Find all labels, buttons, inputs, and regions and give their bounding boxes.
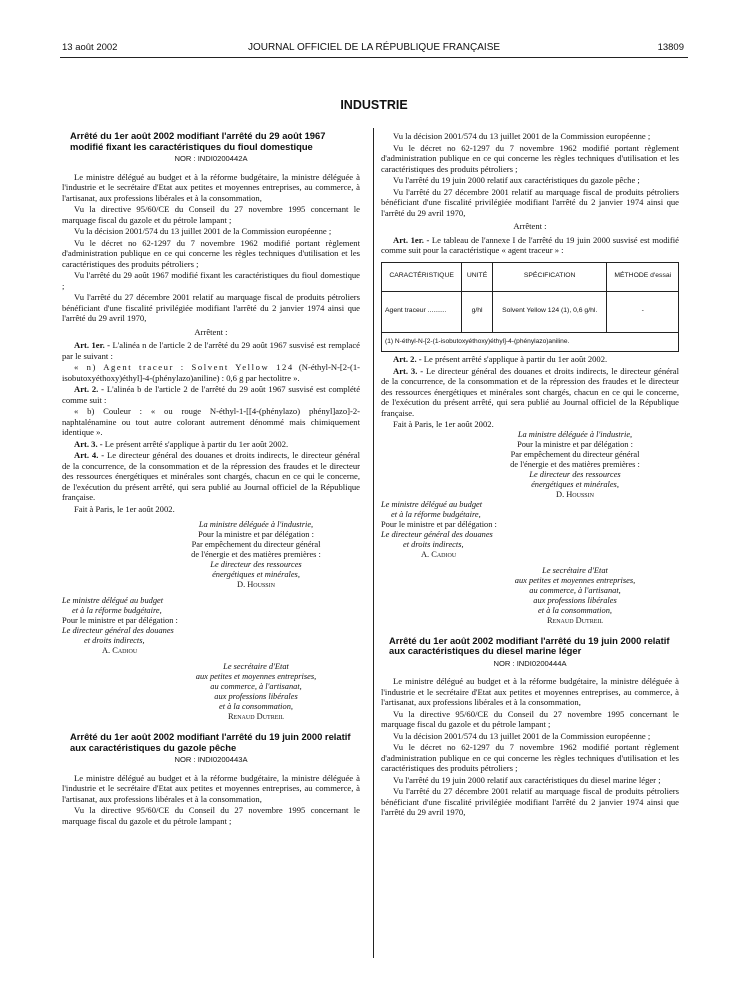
signature-line: Le ministre délégué au budget [381, 499, 483, 509]
signature-line: Par empêchement du directeur général [510, 449, 640, 459]
signatory-name: A. Cadiou [102, 646, 138, 655]
signature-line: et droits indirects, [403, 539, 464, 549]
signature-line: et à la consommation, [538, 605, 612, 615]
signature-line: La ministre déléguée à l'industrie, [517, 429, 633, 439]
signature-line: Le secrétaire d'Etat [542, 565, 608, 575]
visa: Vu le décret no 62-1297 du 7 novembre 1962 modifié portant règlement d'administration publique en ce qui concerne les règles techniques d'utilisation et les caractéristiques des produits pétroliers ; [381, 142, 679, 174]
header-rule [60, 57, 688, 58]
page-header [0, 28, 748, 53]
signature-block-smes [471, 566, 679, 626]
fait-a-paris: Fait à Paris, le 1er août 2002. [74, 503, 175, 514]
signature-line: de l'énergie et des matières premières : [510, 459, 640, 469]
article-text: Le présent arrêté s'applique à partir du 1er août 2002. [104, 438, 289, 449]
visa: Vu la directive 95/60/CE du Conseil du 27 novembre 1995 concernant le marquage fiscal du gazole et du pétrole lampant ; [62, 204, 360, 225]
journal-title: JOURNAL OFFICIEL DE LA RÉPUBLIQUE FRANÇAISE [247, 42, 501, 53]
table-note-row [382, 332, 679, 352]
signature-line: Pour la ministre et par délégation : [517, 439, 633, 449]
article-3 [381, 366, 679, 419]
quote-line: « b) Couleur : « ou rouge N-éthyl-1-[[4-(phénylazo) [74, 406, 301, 416]
quote [62, 362, 360, 383]
left-column [62, 131, 360, 826]
nor-reference: NOR : INDI0200442A [174, 154, 248, 163]
article-text: Le présent arrêté s'applique à partir du 1er août 2002. [423, 354, 608, 364]
table-cell: - [607, 291, 679, 332]
table-header-row [382, 262, 679, 291]
visa: Vu le décret no 62-1297 du 7 novembre 1962 modifié portant règlement d'administration publique en ce qui concerne les règles techniques d'utilisation et les caractéristiques des produits pétroliers ; [381, 742, 679, 773]
signatory-name: D. Houssin [556, 489, 594, 499]
visa: Vu la directive 95/60/CE du Conseil du 27 novembre 1995 concernant le marquage fiscal du gazole et du pétrole lampant ; [381, 708, 679, 729]
signature-line: aux professions libérales [214, 692, 298, 701]
visa: Vu la décision 2001/574 du 13 juillet 2001 de la Commission européenne ; [393, 131, 651, 141]
signature-block-budget [381, 500, 679, 560]
visa: Vu l'arrêté du 27 décembre 2001 relatif au marquage fiscal de produits pétroliers bénéficiant d'une fiscalité privilégiée modifiant l'arrêté du 2 janvier 1974 ainsi que l'arrêté du 29 avril 1970, [62, 292, 360, 323]
annex-table [381, 262, 679, 353]
signature-line: Le directeur des ressources [210, 560, 302, 569]
signature-line: de l'énergie et des matières premières : [191, 550, 321, 559]
nor-reference: NOR : INDI0200443A [174, 755, 248, 764]
visa: Vu l'arrêté du 19 juin 2000 relatif aux caractéristiques du gazole pêche ; [393, 175, 640, 185]
article-label: Art. 3. - [393, 365, 424, 376]
signature-line: Pour la ministre et par délégation : [198, 530, 314, 539]
article-text: Le directeur général des douanes et droits indirects, le directeur général de la concurrence, de la consommation et de la répression des fraudes et le directeur des ressources énergétiques et minérales sont chargés, chacun en ce qui le concerne, de l'exécution du présent arrêté, qui sera publié au Journal officiel de la République française. [62, 450, 360, 502]
signature-line: Le directeur général des douanes [381, 529, 493, 539]
column-header: CARACTÉRISTIQUE [382, 262, 462, 291]
signature-line: et droits indirects, [84, 636, 145, 645]
fait-a-paris: Fait à Paris, le 1er août 2002. [393, 419, 494, 429]
article-text: Le directeur général des douanes et droits indirects, le directeur général de la concurrence, de la consommation et de la répression des fraudes et le directeur des ressources énergétiques et minérales sont chargés, chacun en ce qui le concerne, de l'exécution du présent arrêté, qui sera publié au Journal officiel de la République française. [381, 365, 679, 418]
signature-line: Le secrétaire d'Etat [223, 662, 289, 671]
signatory-name: A. Cadiou [421, 549, 457, 559]
table-cell: Solvent Yellow 124 (1), 0,6 g/hl. [492, 291, 607, 332]
signature-line: Le directeur des ressources [529, 469, 621, 479]
right-column [381, 131, 679, 818]
article-2 [62, 384, 360, 405]
signature-block-smes [152, 662, 360, 722]
arretent: Arrêtent : [513, 221, 547, 231]
visa: Vu l'arrêté du 19 juin 2000 relatif aux caractéristiques du diesel marine léger ; [393, 774, 661, 785]
signatory-name: Renaud Dutreil [546, 615, 604, 625]
preamble: Le ministre délégué au budget et à la réforme budgétaire, la ministre déléguée à l'industrie et le secrétaire d'Etat aux petites et moyennes entreprises, au commerce, à l'artisanat, aux professions libérales et à la consommation, [381, 676, 679, 707]
visa: Vu le décret no 62-1297 du 7 novembre 1962 modifié portant règlement d'administration publique en ce qui concerne les règles techniques d'utilisation et les caractéristiques des produits pétroliers ; [62, 237, 360, 269]
article-label: Art. 2. - [393, 354, 422, 364]
signature-block-industry [471, 430, 679, 500]
quote-line: phényl]azo]-2-naphtalénamine ou tout autre colorant autrement dénommé mais chimiquement identique ». [62, 406, 360, 437]
signature-line: au commerce, à l'artisanat, [210, 682, 302, 691]
article-text: L'alinéa n de l'article 2 de l'arrêté du 29 août 1967 susvisé est remplacé par le suivant : [62, 340, 360, 361]
visa: Vu l'arrêté du 27 décembre 2001 relatif au marquage fiscal de produits pétroliers bénéficiant d'une fiscalité privilégiée modifiant l'arrêté du 2 janvier 1974 ainsi que l'arrêté du 29 avril 1970, [381, 786, 679, 817]
preamble: Le ministre délégué au budget et à la réforme budgétaire, la ministre déléguée à l'industrie et le secrétaire d'Etat aux petites et moyennes entreprises, au commerce, à l'artisanat, aux professions libérales et à la consommation, [62, 171, 360, 203]
signature-line: énergétiques et minérales, [212, 570, 300, 579]
article-1 [62, 340, 360, 361]
visa: Vu la décision 2001/574 du 13 juillet 2001 de la Commission européenne ; [74, 226, 332, 236]
quote-line: (N-éthyl-N-[2-(1-isobutoxyéthoxy)éthyl]-4-(phénylazo)aniline) : 0,6 g par hectolitre ». [62, 362, 360, 383]
article-title: Arrêté du 1er août 2002 modifiant l'arrêté du 29 août 1967 modifié fixant les caractéristiques du fioul domestique [70, 130, 326, 152]
signature-line: aux petites et moyennes entreprises, [514, 575, 636, 585]
article-4 [62, 450, 360, 503]
signature-line: énergétiques et minérales, [531, 479, 619, 489]
column-header: UNITÉ [462, 262, 493, 291]
article-label: Art. 2. - [74, 384, 105, 394]
table-footnote: (1) N-éthyl-N-[2-(1-isobutoxyéthoxy)éthyl]-4-(phénylazo)aniline. [382, 332, 679, 352]
signature-line: Pour le ministre et par délégation : [62, 616, 178, 625]
table-row [382, 291, 679, 332]
signature-line: au commerce, à l'artisanat, [529, 585, 621, 595]
article-label: Art. 1er. - [74, 340, 111, 350]
article-title: Arrêté du 1er août 2002 modifiant l'arrêté du 19 juin 2000 relatif aux caractéristiques du gazole pêche [70, 731, 351, 753]
visa: Vu l'arrêté du 29 août 1967 modifié fixant les caractéristiques du fioul domestique ; [62, 270, 360, 291]
signature-line: et à la réforme budgétaire, [72, 606, 162, 615]
table-cell: g/hl [462, 291, 493, 332]
signature-block-industry [152, 520, 360, 590]
signatory-name: D. Houssin [237, 580, 275, 589]
signature-line: et à la consommation, [219, 702, 293, 711]
signature-line: et à la réforme budgétaire, [391, 509, 481, 519]
header-date: 13 août 2002 [62, 42, 118, 53]
column-header: MÉTHODE d'essai [607, 262, 679, 291]
arretent: Arrêtent : [194, 326, 228, 337]
signature-line: Le directeur général des douanes [62, 626, 174, 635]
signature-line: Le ministre délégué au budget [62, 596, 164, 605]
section-title: INDUSTRIE [340, 98, 408, 112]
signature-line: aux petites et moyennes entreprises, [195, 672, 317, 681]
column-header: SPÉCIFICATION [492, 262, 607, 291]
signatory-name: Renaud Dutreil [227, 712, 285, 721]
article-label: Art. 3. - [74, 438, 103, 449]
article-label: Art. 1er. - [393, 234, 430, 245]
signature-line: aux professions libérales [533, 595, 617, 605]
signature-line: Pour le ministre et par délégation : [381, 519, 497, 529]
preamble: Le ministre délégué au budget et à la réforme budgétaire, la ministre déléguée à l'industrie et le secrétaire d'Etat aux petites et moyennes entreprises, au commerce, à l'artisanat, aux professions libérales et à la consommation, [62, 772, 360, 804]
signature-line: Par empêchement du directeur général [191, 540, 321, 549]
column-divider [373, 128, 374, 958]
article-text: L'alinéa b de l'article 2 de l'arrêté du 29 août 1967 susvisé est complété comme suit : [62, 384, 361, 405]
visa: Vu la décision 2001/574 du 13 juillet 2001 de la Commission européenne ; [393, 730, 651, 741]
article-label: Art. 4. - [74, 450, 105, 460]
quote-line: « n) Agent traceur : Solvent Yellow 124 [74, 362, 294, 372]
article-2 [381, 354, 679, 365]
signature-block-budget [62, 596, 360, 656]
visa: Vu l'arrêté du 27 décembre 2001 relatif au marquage fiscal de produits pétroliers bénéficiant d'une fiscalité privilégiée modifiant l'arrêté du 2 janvier 1974 ainsi que l'arrêté du 29 avril 1970, [381, 186, 679, 218]
quote [62, 406, 360, 438]
table-cell: Agent traceur .......... [382, 291, 462, 332]
visa: Vu la directive 95/60/CE du Conseil du 27 novembre 1995 concernant le marquage fiscal du gazole et du pétrole lampant ; [62, 805, 360, 826]
nor-reference: NOR : INDI0200444A [493, 658, 567, 668]
article-text: Le tableau de l'annexe I de l'arrêté du 19 juin 2000 susvisé est modifié comme suit pour la caractéristique « agent traceur » : [381, 234, 679, 255]
article-3 [62, 439, 360, 450]
article-1 [381, 235, 679, 256]
page-number: 13809 [657, 42, 684, 53]
signature-line: La ministre déléguée à l'industrie, [198, 520, 314, 529]
article-title: Arrêté du 1er août 2002 modifiant l'arrêté du 19 juin 2000 relatif aux caractéristiques du diesel marine léger [389, 634, 670, 656]
